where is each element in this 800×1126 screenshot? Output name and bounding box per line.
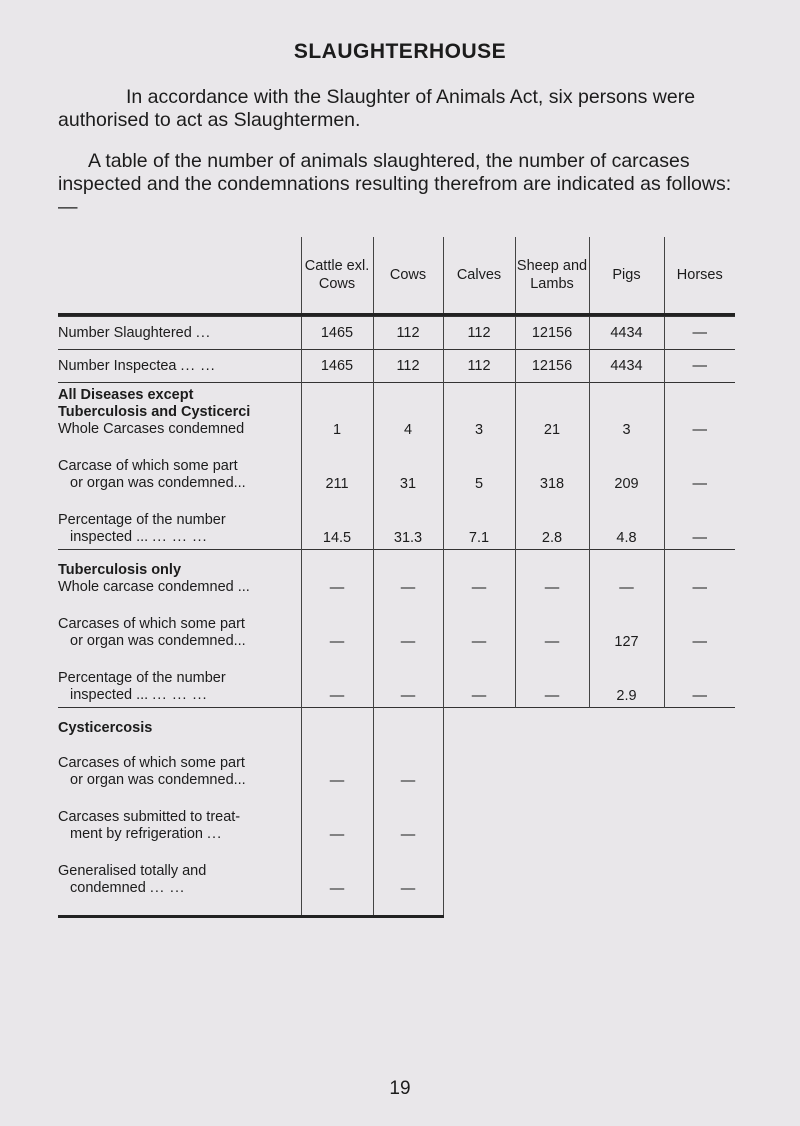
cell: — bbox=[589, 550, 664, 597]
intro-paragraph: In accordance with the Slaughter of Animals Act, six persons were authorised to act as Slaughtermen. bbox=[58, 86, 696, 131]
section-tuberculosis bbox=[58, 550, 735, 597]
page-title: SLAUGHTERHOUSE bbox=[293, 40, 507, 63]
cell: 112 bbox=[373, 350, 443, 383]
cell: — bbox=[301, 843, 373, 917]
cell: — bbox=[373, 843, 443, 917]
cell: — bbox=[515, 650, 589, 708]
cell: 2.8 bbox=[515, 492, 589, 550]
cell: — bbox=[373, 708, 443, 790]
row-all-percentage bbox=[58, 492, 735, 550]
cell: — bbox=[664, 350, 735, 383]
col-header-cows: Cows bbox=[373, 237, 443, 315]
cell: 127 bbox=[589, 596, 664, 650]
cell: — bbox=[664, 317, 735, 350]
row-label: or organ was condemned... bbox=[70, 475, 246, 491]
row-label: ment by refrigeration bbox=[70, 826, 203, 842]
row-label: Number Inspectea bbox=[58, 357, 177, 374]
row-label: Generalised totally and bbox=[58, 863, 207, 879]
row-label: or organ was condemned... bbox=[70, 772, 246, 788]
col-header-pigs: Pigs bbox=[589, 237, 664, 315]
col-header-calves: Calves bbox=[443, 237, 515, 315]
slaughter-table bbox=[58, 237, 735, 918]
row-label: inspected ... bbox=[70, 529, 149, 545]
col-header-horses: Horses bbox=[664, 237, 735, 315]
row-label: Percentage of the number bbox=[58, 670, 226, 686]
cell: 1 bbox=[301, 383, 373, 439]
cell: — bbox=[301, 550, 373, 597]
row-tb-part-condemned bbox=[58, 596, 735, 650]
cell: 112 bbox=[373, 317, 443, 350]
leader-dots: ... ... ... bbox=[152, 687, 208, 703]
section-heading: Tuberculosis only bbox=[58, 562, 182, 578]
table-intro-paragraph: A table of the number of animals slaughtered, the number of carcases inspected and the condemnations resulting therefrom are indicated as follows:— bbox=[58, 150, 732, 218]
cell: 12156 bbox=[515, 350, 589, 383]
cell: 14.5 bbox=[301, 492, 373, 550]
row-label: or organ was condemned... bbox=[70, 633, 246, 649]
cell: — bbox=[301, 708, 373, 790]
cell: 31 bbox=[373, 438, 443, 492]
cell: — bbox=[301, 596, 373, 650]
cell: — bbox=[373, 650, 443, 708]
row-label: inspected ... bbox=[70, 687, 149, 703]
row-label: Carcases submitted to treat- bbox=[58, 809, 241, 825]
row-label: Whole Carcases condemned bbox=[58, 421, 245, 437]
section-all-diseases bbox=[58, 383, 735, 439]
cell: 4 bbox=[373, 383, 443, 439]
cell: 3 bbox=[589, 383, 664, 439]
cell: — bbox=[373, 596, 443, 650]
cell: 21 bbox=[515, 383, 589, 439]
cell: 2.9 bbox=[589, 650, 664, 708]
cell: — bbox=[373, 550, 443, 597]
leader-dots: ... ... ... bbox=[152, 529, 208, 545]
leader-dots: ... ... bbox=[149, 880, 186, 896]
leader-dots: ... bbox=[207, 826, 223, 842]
section-heading: All Diseases except Tuberculosis and Cysticerci bbox=[58, 387, 251, 420]
cell: 211 bbox=[301, 438, 373, 492]
cell: — bbox=[301, 650, 373, 708]
page-number: 19 bbox=[389, 1078, 411, 1099]
cell: — bbox=[443, 596, 515, 650]
cell: — bbox=[664, 550, 735, 597]
row-label: Whole carcase condemned ... bbox=[58, 579, 250, 595]
cell: — bbox=[515, 596, 589, 650]
row-label: Carcase of which some part bbox=[58, 458, 238, 474]
cell: — bbox=[664, 596, 735, 650]
cell: 1465 bbox=[301, 317, 373, 350]
cell: 4434 bbox=[589, 350, 664, 383]
section-heading: Cysticercosis bbox=[58, 720, 153, 736]
column-header-row bbox=[58, 237, 735, 315]
section-cysticercosis bbox=[58, 708, 735, 790]
row-label: Percentage of the number bbox=[58, 512, 226, 528]
cell: — bbox=[301, 789, 373, 843]
row-slaughtered bbox=[58, 317, 735, 350]
cell: 4434 bbox=[589, 317, 664, 350]
row-label: Carcases of which some part bbox=[58, 755, 245, 771]
cell: — bbox=[664, 383, 735, 439]
leader-dots: ... bbox=[195, 324, 211, 341]
cell: — bbox=[664, 492, 735, 550]
row-all-part-condemned bbox=[58, 438, 735, 492]
row-inspected bbox=[58, 350, 735, 383]
row-label: Number Slaughtered bbox=[58, 324, 192, 341]
cell: — bbox=[515, 550, 589, 597]
cell: 5 bbox=[443, 438, 515, 492]
cell: — bbox=[443, 550, 515, 597]
cell: 4.8 bbox=[589, 492, 664, 550]
cell: — bbox=[443, 650, 515, 708]
cell: 209 bbox=[589, 438, 664, 492]
row-tb-percentage bbox=[58, 650, 735, 708]
cell: — bbox=[664, 438, 735, 492]
cell: 112 bbox=[443, 317, 515, 350]
col-header-cattle: Cattle exl. Cows bbox=[301, 237, 373, 315]
row-label: Carcases of which some part bbox=[58, 616, 245, 632]
cell: 3 bbox=[443, 383, 515, 439]
cell: 12156 bbox=[515, 317, 589, 350]
cell: — bbox=[373, 789, 443, 843]
cell: — bbox=[664, 650, 735, 708]
cell: 1465 bbox=[301, 350, 373, 383]
cell: 7.1 bbox=[443, 492, 515, 550]
col-header-sheep: Sheep and Lambs bbox=[515, 237, 589, 315]
cell: 112 bbox=[443, 350, 515, 383]
cell: 318 bbox=[515, 438, 589, 492]
row-label: condemned bbox=[70, 880, 146, 896]
cell: 31.3 bbox=[373, 492, 443, 550]
leader-dots: ... ... bbox=[180, 357, 216, 374]
